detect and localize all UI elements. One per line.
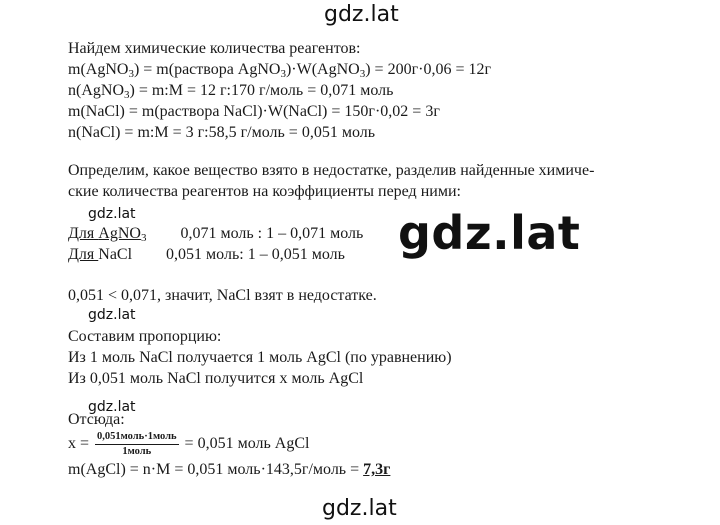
amount-nacl-line: n(NaCl) = m:M = 3 г:58,5 г/моль = 0,051 моль xyxy=(68,124,376,141)
final-answer: 7,3г xyxy=(363,461,391,478)
fraction-denominator: 1моль xyxy=(122,445,152,457)
watermark-small-1: gdz.lat xyxy=(88,206,136,222)
mass-agcl-line: m(AgCl) = n·M = 0,051 моль·143,5г/моль = 7,3г xyxy=(68,461,391,478)
mass-agno3-line: m(AgNO$_3$) = m(раствора AgNO$_3$)·W(AgNO$_3$) = 200г·0,06 = 12г xyxy=(68,61,492,80)
proportion-line-a: Из 1 моль NaCl получается 1 моль AgCl (по уравнению) xyxy=(68,349,452,366)
ratio-row-nacl: Для NaCl 0,051 моль: 1 – 0,051 моль xyxy=(68,246,345,263)
watermark-small-3: gdz.lat xyxy=(88,399,136,415)
watermark-top: gdz.lat xyxy=(324,2,399,27)
mass-nacl-line: m(NaCl) = m(раствора NaCl)·W(NaCl) = 150г·0,02 = 3г xyxy=(68,103,440,120)
x-equation: x = $\frac{\text{0,051моль·1моль}}{\text{1моль}}$ = 0,051 моль AgCl xyxy=(68,430,310,457)
deficit-conclusion: 0,051 < 0,071, значит, NaCl взят в недостатке. xyxy=(68,287,377,304)
proportion-heading: Составим пропорцию: xyxy=(68,328,222,345)
deficit-intro-line1: Определим, какое вещество взято в недостатке, разделив найденные химиче- xyxy=(68,162,595,179)
fraction xyxy=(95,431,179,458)
amount-agno3-line: n(AgNO$_3$) = m:M = 12 г:170 г/моль = 0,071 моль xyxy=(68,82,394,101)
hence-label: Отсюда: xyxy=(68,411,125,428)
watermark-large: gdz.lat xyxy=(398,206,581,260)
watermark-bottom: gdz.lat xyxy=(322,496,397,521)
section1-heading: Найдем химические количества реагентов: xyxy=(68,40,361,57)
proportion-line-b: Из 0,051 моль NaCl получится х моль AgCl xyxy=(68,370,364,387)
fraction-numerator: 0,051моль·1моль xyxy=(95,431,179,445)
ratio-row-agno3: Для AgNO$_3$ 0,071 моль : 1 – 0,071 моль xyxy=(68,225,364,244)
deficit-intro-line2: ские количества реагентов на коэффициенты перед ними: xyxy=(68,183,461,200)
watermark-small-2: gdz.lat xyxy=(88,307,136,323)
